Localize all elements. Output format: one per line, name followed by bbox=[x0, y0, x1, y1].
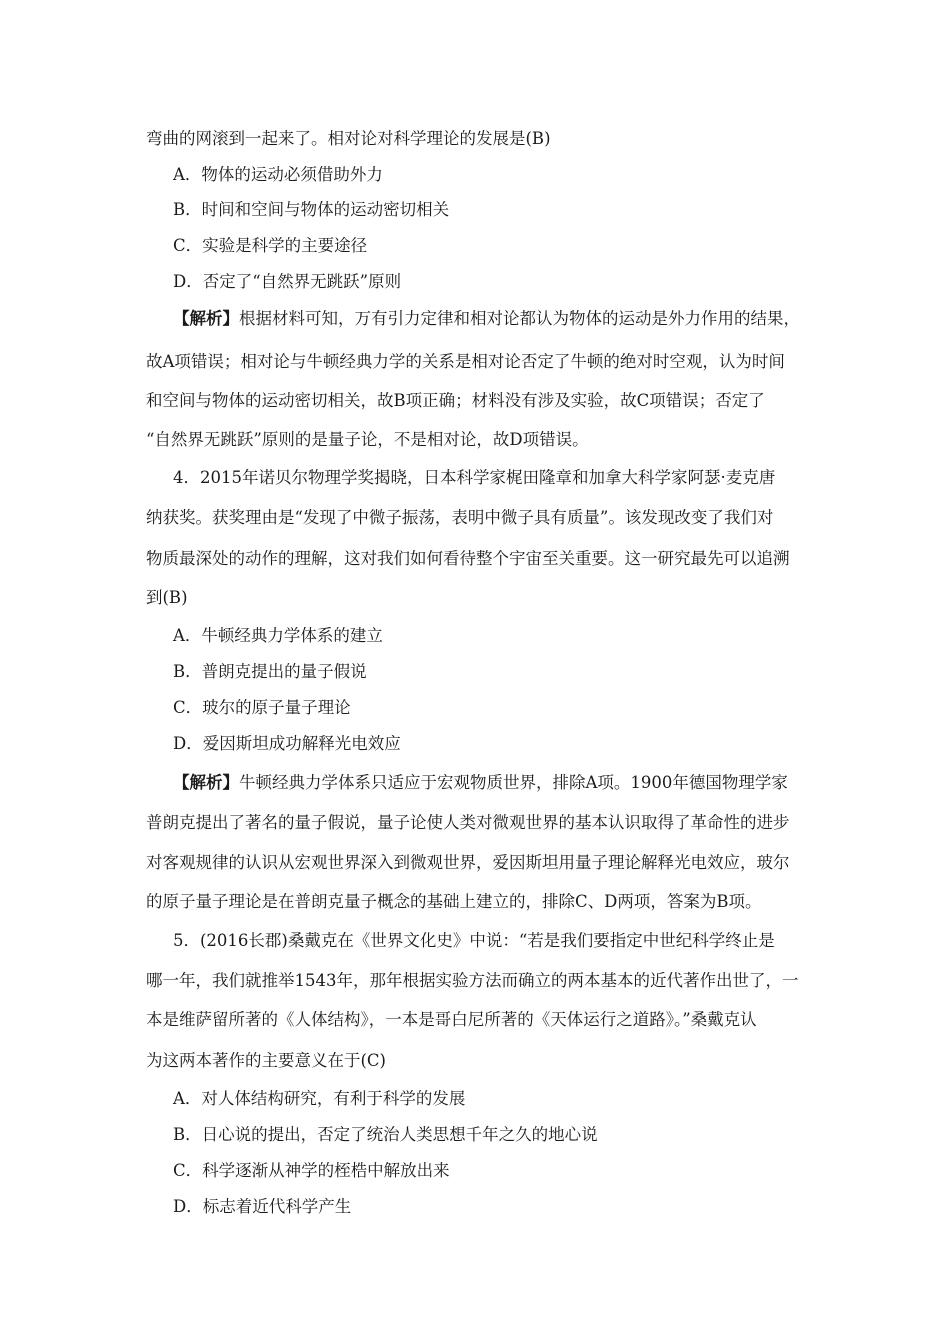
q4-analysis-text-1: 牛顿经典力学体系只适应于宏观物质世界，排除A项。1900年德国物理学家 bbox=[239, 773, 788, 792]
q5-stem-line-4: 为这两本著作的主要意义在于(C) bbox=[146, 1051, 386, 1070]
q5-option-b: B．日心说的提出，否定了统治人类思想千年之久的地心说 bbox=[173, 1125, 598, 1144]
q5-stem-line-3: 本是维萨留所著的《人体结构》，一本是哥白尼所著的《天体运行之道路》。”桑戴克认 bbox=[146, 1010, 757, 1029]
q4-option-d: D．爱因斯坦成功解释光电效应 bbox=[173, 734, 401, 753]
q3-analysis-line-3: 和空间与物体的运动密切相关，故B项正确；材料没有涉及实验，故C项错误；否定了 bbox=[146, 391, 765, 410]
q3-analysis-text-1: 根据材料可知，万有引力定律和相对论都认为物体的运动是外力作用的结果， bbox=[239, 309, 800, 328]
q3-analysis-line-2: 故A项错误；相对论与牛顿经典力学的关系是相对论否定了牛顿的绝对时空观，认为时间 bbox=[146, 352, 785, 371]
q4-stem-line-3: 物质最深处的动作的理解，这对我们如何看待整个宇宙至关重要。这一研究最先可以追溯 bbox=[146, 549, 790, 568]
q5-stem-line-2: 哪一年，我们就推举1543年，那年根据实验方法而确立的两本基本的近代著作出世了，一 bbox=[146, 971, 799, 990]
q3-analysis-line-1 bbox=[173, 309, 800, 329]
q4-option-b: B．普朗克提出的量子假说 bbox=[173, 662, 367, 681]
q3-option-a: A．物体的运动必须借助外力 bbox=[173, 165, 383, 184]
q3-analysis-label: 【解析】 bbox=[173, 309, 239, 328]
q3-stem-tail: 弯曲的网滚到一起来了。相对论对科学理论的发展是(B) bbox=[146, 129, 551, 148]
q4-analysis-label: 【解析】 bbox=[173, 773, 239, 792]
q3-option-b: B．时间和空间与物体的运动密切相关 bbox=[173, 200, 450, 219]
q3-analysis-line-4: “自然界无跳跃”原则的是量子论，不是相对论，故D项错误。 bbox=[146, 430, 589, 449]
q4-option-c: C．玻尔的原子量子理论 bbox=[173, 698, 351, 717]
q4-analysis-line-1 bbox=[173, 773, 788, 793]
q4-analysis-line-4: 的原子量子理论是在普朗克量子概念的基础上建立的，排除C、D两项，答案为B项。 bbox=[146, 892, 762, 911]
q3-option-c: C．实验是科学的主要途径 bbox=[173, 236, 368, 255]
q4-stem-line-2: 纳获奖。获奖理由是“发现了中微子振荡，表明中微子具有质量”。该发现改变了我们对 bbox=[146, 508, 774, 527]
q5-stem-line-1: 5．(2016长郡)桑戴克在《世界文化史》中说：“若是我们要指定中世纪科学终止是 bbox=[173, 931, 775, 950]
q5-option-a: A．对人体结构研究，有利于科学的发展 bbox=[173, 1089, 466, 1108]
q4-stem-line-4: 到(B) bbox=[146, 588, 188, 607]
q4-option-a: A．牛顿经典力学体系的建立 bbox=[173, 626, 383, 645]
q5-option-d: D．标志着近代科学产生 bbox=[173, 1197, 352, 1216]
q5-option-c: C．科学逐渐从神学的桎梏中解放出来 bbox=[173, 1161, 450, 1180]
q4-analysis-line-3: 对客观规律的认识从宏观世界深入到微观世界，爱因斯坦用量子理论解释光电效应，玻尔 bbox=[146, 853, 790, 872]
q4-stem-line-1: 4．2015年诺贝尔物理学奖揭晓，日本科学家梶田隆章和加拿大科学家阿瑟·麦克唐 bbox=[173, 468, 776, 487]
q3-option-d: D．否定了“自然界无跳跃”原则 bbox=[173, 272, 402, 291]
q4-analysis-line-2: 普朗克提出了著名的量子假说，量子论使人类对微观世界的基本认识取得了革命性的进步 bbox=[146, 813, 790, 832]
